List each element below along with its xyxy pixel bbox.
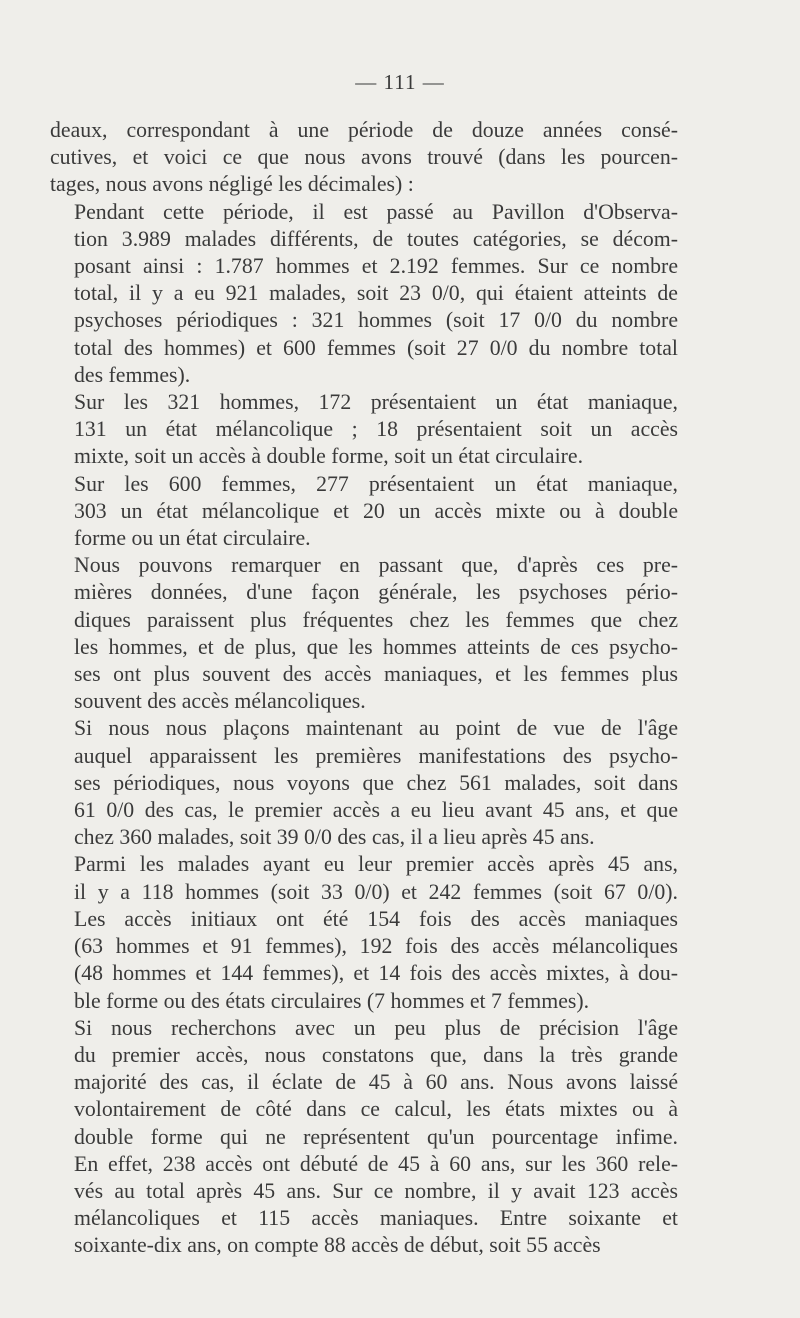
text-line: Les accès initiaux ont été 154 fois des accès maniaques	[74, 906, 678, 931]
text-line: 131 un état mélancolique ; 18 présentaient soit un accès	[74, 417, 678, 442]
text-line: du premier accès, nous constatons que, dans la très grande	[74, 1042, 678, 1067]
text-line: cutives, et voici ce que nous avons trouvé (dans les pourcen-	[50, 145, 678, 170]
text-line: 303 un état mélancolique et 20 un accès mixte ou à double	[74, 498, 678, 523]
text-line: diques paraissent plus fréquentes chez les femmes que chez	[74, 607, 678, 632]
text-line: chez 360 malades, soit 39 0/0 des cas, il a lieu après 45 ans.	[74, 825, 595, 850]
paragraph	[50, 117, 678, 199]
text-line: (63 hommes et 91 femmes), 192 fois des accès mélancoliques	[74, 934, 678, 959]
text-line: tages, nous avons négligé les décimales) :	[50, 172, 414, 197]
paragraph	[50, 389, 678, 471]
text-line: tion 3.989 malades différents, de toutes catégories, se décom-	[74, 226, 678, 251]
text-line: posant ainsi : 1.787 hommes et 2.192 femmes. Sur ce nombre	[74, 254, 678, 279]
text-line: Pendant cette période, il est passé au Pavillon d'Observa-	[74, 199, 678, 224]
text-line: souvent des accès mélancoliques.	[74, 689, 366, 714]
page-number: — 111 —	[355, 70, 445, 94]
text-line: Sur les 600 femmes, 277 présentaient un état maniaque,	[74, 471, 678, 496]
text-line: mières données, d'une façon générale, les psychoses pério-	[74, 580, 678, 605]
text-line: Sur les 321 hommes, 172 présentaient un état maniaque,	[74, 390, 678, 415]
text-line: (48 hommes et 144 femmes), et 14 fois des accès mixtes, à dou-	[74, 961, 678, 986]
text-line: En effet, 238 accès ont débuté de 45 à 60 ans, sur les 360 rele-	[74, 1151, 678, 1176]
text-line: ble forme ou des états circulaires (7 hommes et 7 femmes).	[74, 988, 590, 1013]
text-line: Si nous recherchons avec un peu plus de précision l'âge	[74, 1015, 678, 1040]
text-line: ses ont plus souvent des accès maniaques, et les femmes plus	[74, 662, 678, 687]
text-line: 61 0/0 des cas, le premier accès a eu lieu avant 45 ans, et que	[74, 798, 678, 823]
text-line: Parmi les malades ayant eu leur premier accès après 45 ans,	[74, 852, 678, 877]
text-line: ses périodiques, nous voyons que chez 561 malades, soit dans	[74, 770, 678, 795]
text-line: vés au total après 45 ans. Sur ce nombre, il y avait 123 accès	[74, 1178, 678, 1203]
text-line: Si nous nous plaçons maintenant au point de vue de l'âge	[74, 716, 678, 741]
text-line: double forme qui ne représentent qu'un pourcentage infime.	[74, 1124, 678, 1149]
text-line: auquel apparaissent les premières manifestations des psycho-	[74, 743, 678, 768]
text-line: total des hommes) et 600 femmes (soit 27 0/0 du nombre total	[74, 335, 678, 360]
text-line: majorité des cas, il éclate de 45 à 60 ans. Nous avons laissé	[74, 1070, 678, 1095]
paragraph	[50, 851, 678, 1014]
text-line: volontairement de côté dans ce calcul, les états mixtes ou à	[74, 1097, 678, 1122]
text-line: deaux, correspondant à une période de douze années consé-	[50, 118, 678, 142]
text-line: les hommes, et de plus, que les hommes atteints de ces psycho-	[74, 634, 678, 659]
text-line: des femmes).	[74, 362, 191, 387]
paragraph	[50, 471, 678, 553]
text-line: il y a 118 hommes (soit 33 0/0) et 242 femmes (soit 67 0/0).	[74, 879, 678, 904]
text-line: mélancoliques et 115 accès maniaques. Entre soixante et	[74, 1206, 678, 1231]
paragraph	[50, 552, 678, 715]
paragraph	[50, 1015, 678, 1260]
text-line: mixte, soit un accès à double forme, soit un état circulaire.	[74, 444, 584, 469]
text-line: total, il y a eu 921 malades, soit 23 0/0, qui étaient atteints de	[74, 281, 678, 306]
text-line: forme ou un état circulaire.	[74, 526, 311, 551]
text-line: soixante-dix ans, on compte 88 accès de début, soit 55 accès	[74, 1233, 601, 1258]
paragraph	[50, 199, 678, 389]
paragraph	[50, 715, 678, 851]
text-line: psychoses périodiques : 321 hommes (soit 17 0/0 du nombre	[74, 308, 678, 333]
text-line: Nous pouvons remarquer en passant que, d'après ces pre-	[74, 553, 678, 578]
body-text	[50, 117, 678, 1260]
